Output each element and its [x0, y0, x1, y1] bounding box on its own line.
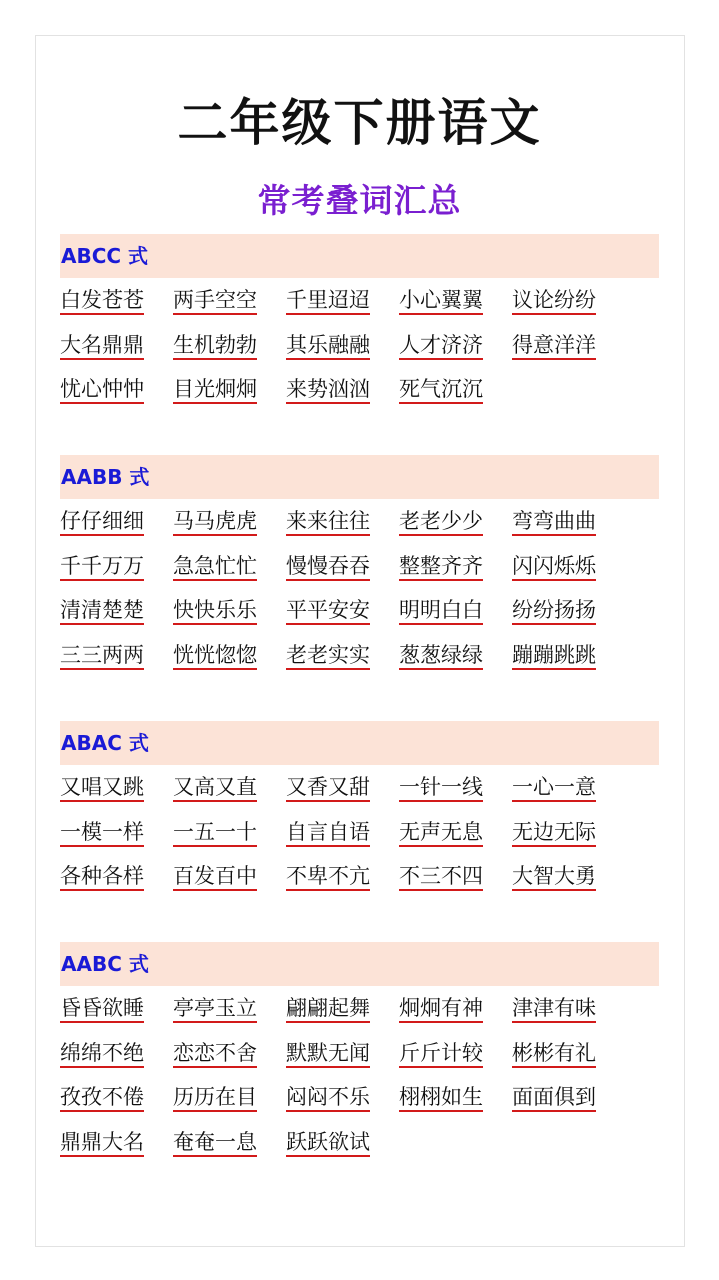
word-item	[173, 986, 286, 1031]
word-item	[286, 1075, 399, 1120]
word-text: 又香又甜	[286, 774, 370, 802]
word-text: 忧心忡忡	[60, 376, 144, 404]
word-item	[512, 854, 625, 899]
word-text: 一心一意	[512, 774, 596, 802]
word-item	[286, 765, 399, 810]
word-item	[173, 1075, 286, 1120]
word-item	[173, 367, 286, 412]
word-text: 葱葱绿绿	[399, 642, 483, 670]
word-text: 生机勃勃	[173, 332, 257, 360]
word-text: 昏昏欲睡	[60, 995, 144, 1023]
word-item	[512, 633, 625, 678]
word-grid	[60, 278, 659, 412]
section-abcc	[60, 234, 659, 412]
page-subtitle: 常考叠词汇总	[257, 181, 462, 220]
word-text: 整整齐齐	[399, 553, 483, 581]
section-aabc	[60, 942, 659, 1164]
word-item	[399, 1075, 512, 1120]
word-item	[512, 499, 625, 544]
word-text: 鼎鼎大名	[60, 1129, 144, 1157]
section-header: AABC 式	[60, 942, 659, 986]
word-item	[60, 854, 173, 899]
word-item	[399, 854, 512, 899]
word-text: 死气沉沉	[399, 376, 483, 404]
section-header: ABAC 式	[60, 721, 659, 765]
word-item	[60, 1075, 173, 1120]
word-item	[512, 1075, 625, 1120]
word-text: 弯弯曲曲	[512, 508, 596, 536]
section-abac	[60, 721, 659, 899]
word-grid	[60, 765, 659, 899]
word-text: 老老少少	[399, 508, 483, 536]
word-text: 来势汹汹	[286, 376, 370, 404]
word-item	[512, 1031, 625, 1076]
word-text: 大名鼎鼎	[60, 332, 144, 360]
word-item	[60, 1120, 173, 1165]
word-text: 清清楚楚	[60, 597, 144, 625]
word-text: 一模一样	[60, 819, 144, 847]
word-item	[60, 1031, 173, 1076]
word-item	[286, 633, 399, 678]
word-item	[60, 323, 173, 368]
word-item	[60, 588, 173, 633]
word-item	[512, 765, 625, 810]
word-text: 快快乐乐	[173, 597, 257, 625]
word-text: 津津有味	[512, 995, 596, 1023]
word-item	[286, 323, 399, 368]
word-item	[60, 278, 173, 323]
word-text: 绵绵不绝	[60, 1040, 144, 1068]
section-aabb	[60, 455, 659, 677]
word-text: 小心翼翼	[399, 287, 483, 315]
word-text: 恋恋不舍	[173, 1040, 257, 1068]
word-item	[60, 810, 173, 855]
word-text: 其乐融融	[286, 332, 370, 360]
word-item	[286, 854, 399, 899]
word-item	[173, 588, 286, 633]
word-item	[399, 633, 512, 678]
word-text: 纷纷扬扬	[512, 597, 596, 625]
word-item	[173, 544, 286, 589]
word-text: 亭亭玉立	[173, 995, 257, 1023]
word-item	[399, 986, 512, 1031]
word-text: 白发苍苍	[60, 287, 144, 315]
word-item	[60, 986, 173, 1031]
word-text: 不卑不亢	[286, 863, 370, 891]
word-item	[286, 1031, 399, 1076]
word-item	[399, 588, 512, 633]
word-item	[399, 367, 512, 412]
word-item	[286, 1120, 399, 1165]
word-item	[60, 765, 173, 810]
word-text: 马马虎虎	[173, 508, 257, 536]
word-text: 各种各样	[60, 863, 144, 891]
word-text: 目光炯炯	[173, 376, 257, 404]
word-item	[60, 544, 173, 589]
word-text: 两手空空	[173, 287, 257, 315]
word-text: 闪闪烁烁	[512, 553, 596, 581]
word-item	[60, 633, 173, 678]
word-text: 自言自语	[286, 819, 370, 847]
word-item	[173, 499, 286, 544]
word-text: 栩栩如生	[399, 1084, 483, 1112]
section-header: AABB 式	[60, 455, 659, 499]
word-text: 翩翩起舞	[286, 995, 370, 1023]
word-text: 明明白白	[399, 597, 483, 625]
word-item	[399, 765, 512, 810]
word-text: 百发百中	[173, 863, 257, 891]
word-text: 慢慢吞吞	[286, 553, 370, 581]
word-text: 一五一十	[173, 819, 257, 847]
word-item	[512, 544, 625, 589]
word-item	[399, 1031, 512, 1076]
word-item	[512, 278, 625, 323]
word-text: 又高又直	[173, 774, 257, 802]
word-text: 仔仔细细	[60, 508, 144, 536]
word-text: 蹦蹦跳跳	[512, 642, 596, 670]
word-item	[173, 1031, 286, 1076]
word-item	[286, 544, 399, 589]
word-text: 孜孜不倦	[60, 1084, 144, 1112]
word-item	[286, 588, 399, 633]
word-item	[286, 278, 399, 323]
word-text: 议论纷纷	[512, 287, 596, 315]
word-item	[173, 810, 286, 855]
word-item	[173, 854, 286, 899]
word-text: 不三不四	[399, 863, 483, 891]
word-item	[399, 499, 512, 544]
word-item	[286, 499, 399, 544]
word-text: 又唱又跳	[60, 774, 144, 802]
section-header: ABCC 式	[60, 234, 659, 278]
word-text: 奄奄一息	[173, 1129, 257, 1157]
word-text: 历历在目	[173, 1084, 257, 1112]
word-item	[286, 810, 399, 855]
word-text: 默默无闻	[286, 1040, 370, 1068]
word-item	[399, 278, 512, 323]
word-text: 平平安安	[286, 597, 370, 625]
word-item	[399, 544, 512, 589]
word-item	[60, 367, 173, 412]
word-item	[173, 765, 286, 810]
word-text: 炯炯有神	[399, 995, 483, 1023]
word-item	[399, 323, 512, 368]
word-item	[512, 323, 625, 368]
word-text: 面面俱到	[512, 1084, 596, 1112]
word-text: 无声无息	[399, 819, 483, 847]
word-text: 彬彬有礼	[512, 1040, 596, 1068]
word-grid	[60, 986, 659, 1164]
word-text: 人才济济	[399, 332, 483, 360]
word-item	[173, 633, 286, 678]
word-item	[286, 986, 399, 1031]
word-text: 恍恍惚惚	[173, 642, 257, 670]
word-text: 三三两两	[60, 642, 144, 670]
word-text: 无边无际	[512, 819, 596, 847]
page-title: 二年级下册语文	[177, 94, 542, 152]
word-text: 跃跃欲试	[286, 1129, 370, 1157]
word-text: 来来往往	[286, 508, 370, 536]
word-item	[60, 499, 173, 544]
word-item	[399, 810, 512, 855]
word-item	[286, 367, 399, 412]
word-item	[173, 278, 286, 323]
word-item	[512, 810, 625, 855]
word-item	[173, 1120, 286, 1165]
word-item	[512, 986, 625, 1031]
word-text: 大智大勇	[512, 863, 596, 891]
word-text: 一针一线	[399, 774, 483, 802]
word-text: 千千万万	[60, 553, 144, 581]
word-text: 千里迢迢	[286, 287, 370, 315]
word-item	[512, 588, 625, 633]
word-text: 急急忙忙	[173, 553, 257, 581]
word-text: 闷闷不乐	[286, 1084, 370, 1112]
word-text: 老老实实	[286, 642, 370, 670]
word-text: 斤斤计较	[399, 1040, 483, 1068]
word-text: 得意洋洋	[512, 332, 596, 360]
word-item	[173, 323, 286, 368]
word-grid	[60, 499, 659, 677]
